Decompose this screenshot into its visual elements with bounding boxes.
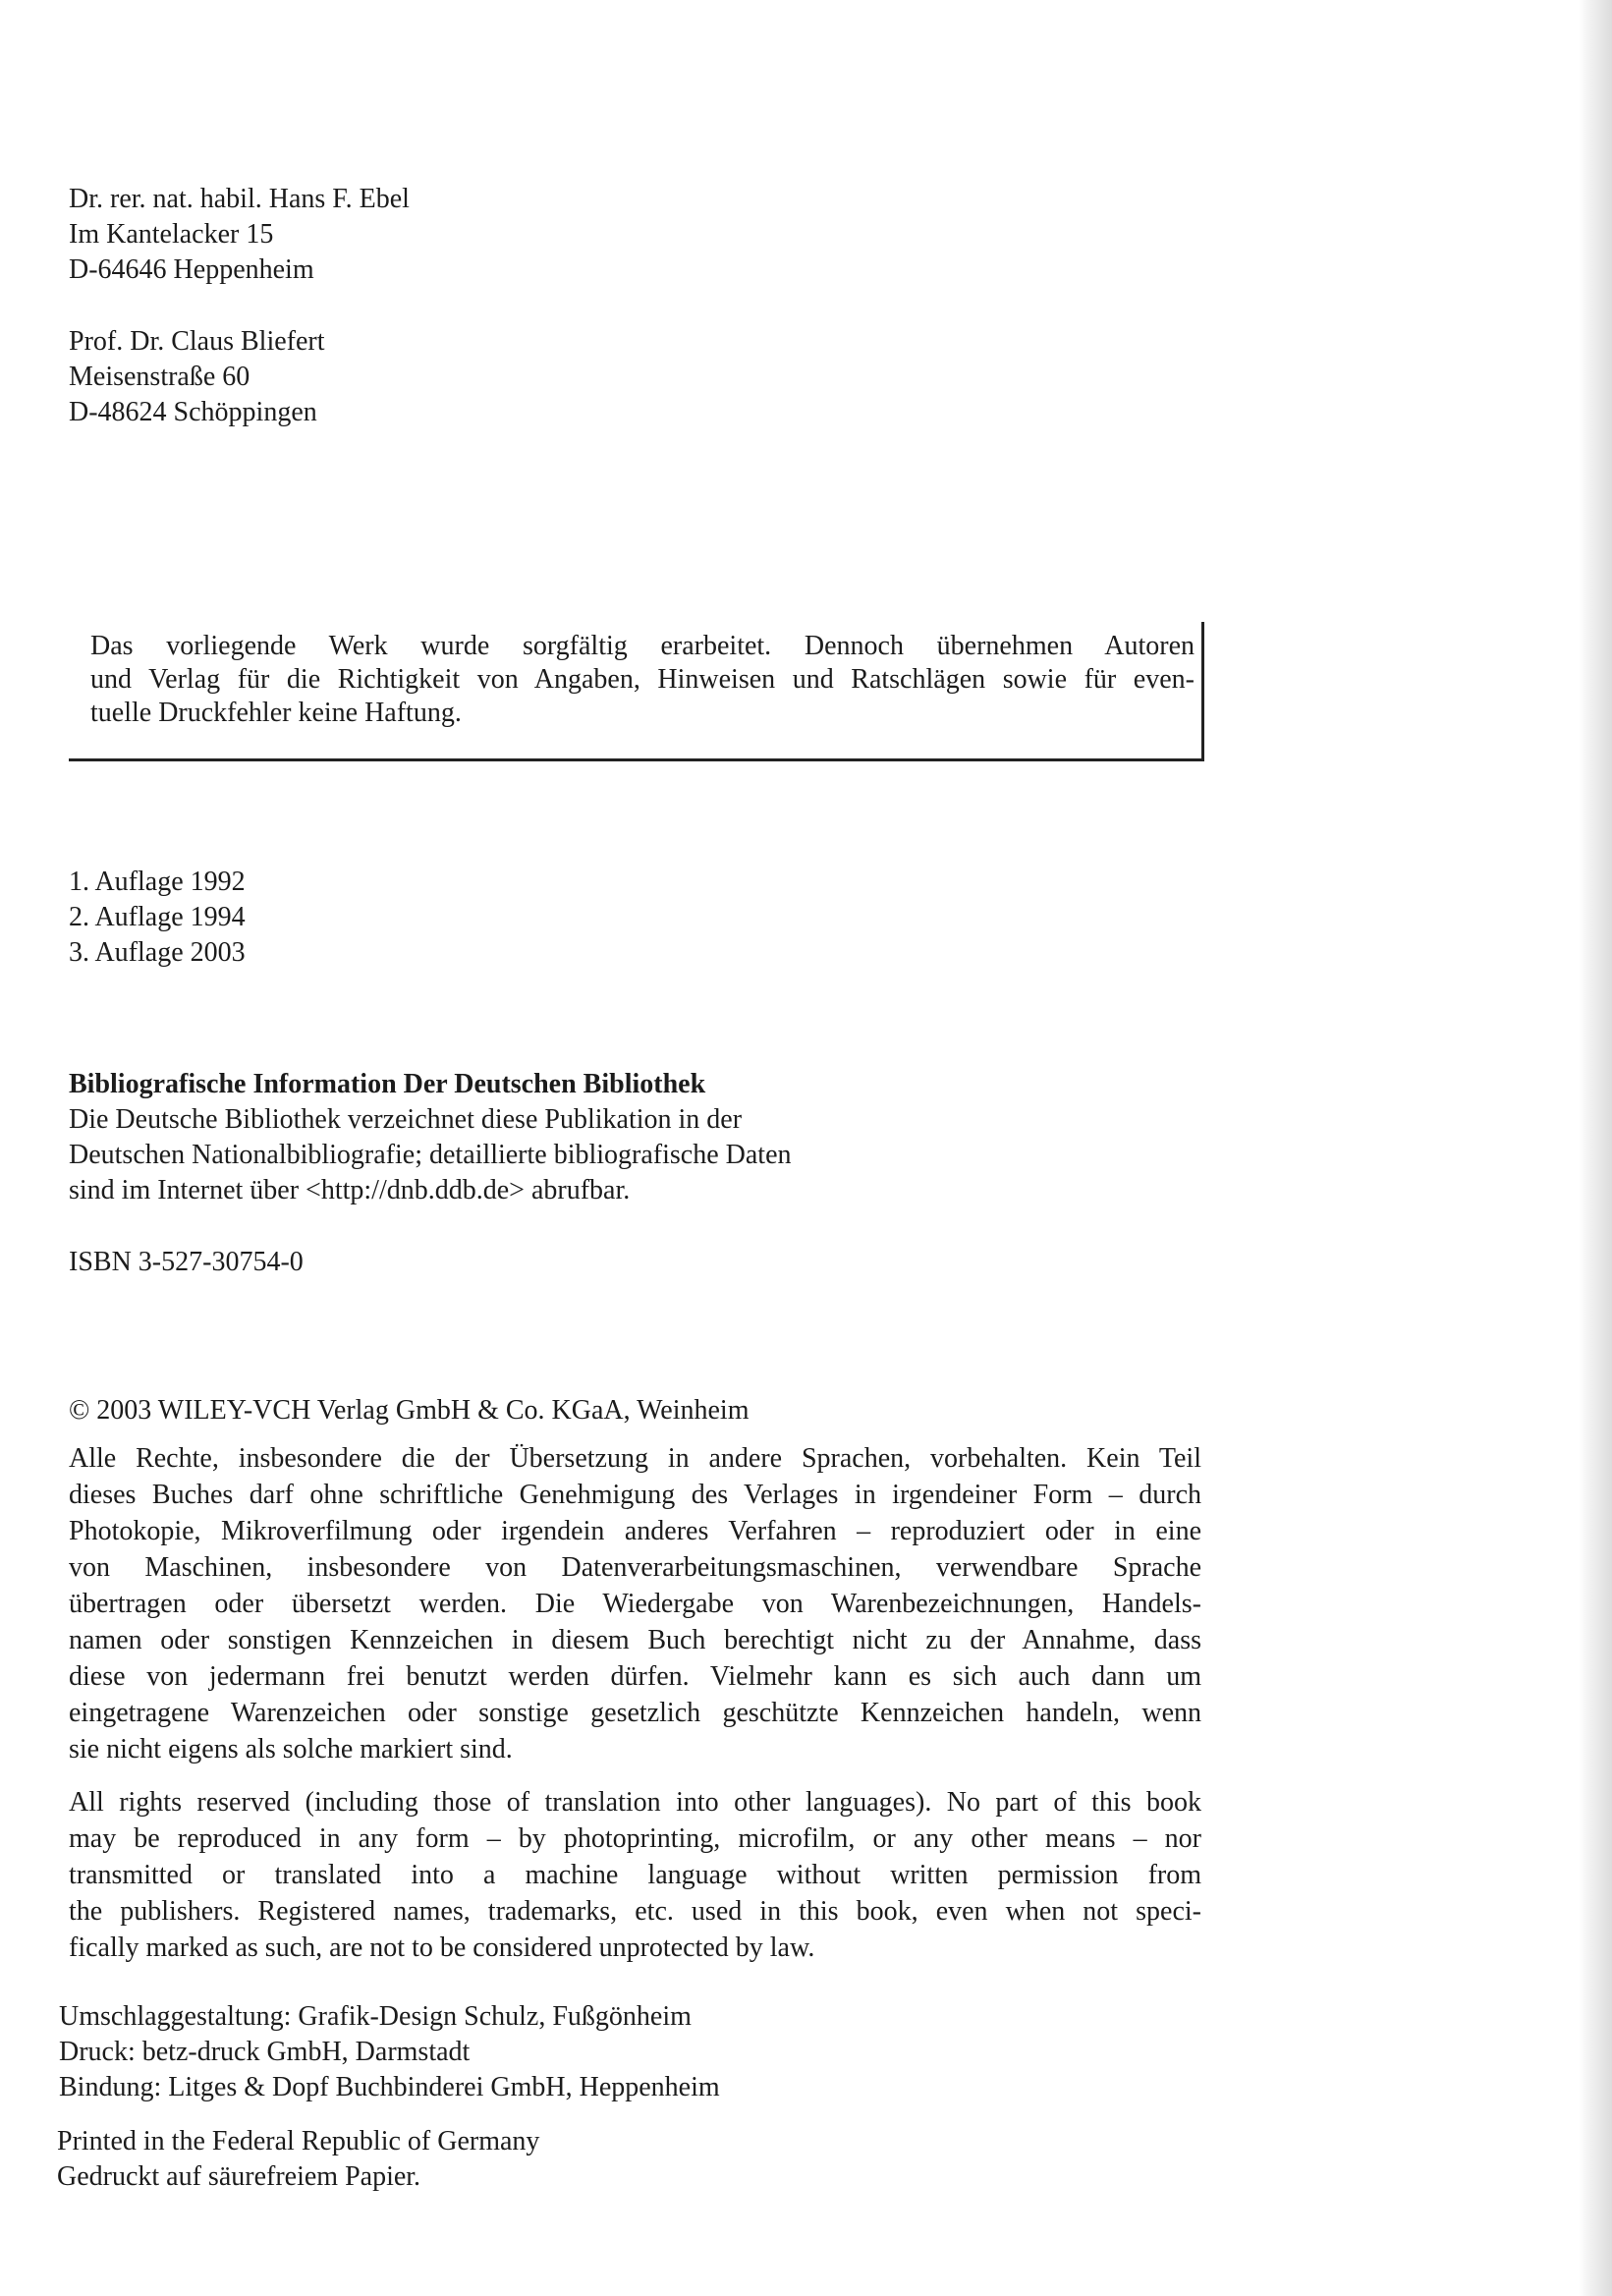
credit-line: Druck: betz-druck GmbH, Darmstadt — [59, 2037, 471, 2067]
isbn: ISBN 3-527-30754-0 — [69, 1247, 304, 1277]
printed-line: Printed in the Federal Republic of Germany — [57, 2126, 540, 2156]
rights-line: namen oder sonstigen Kennzeichen in diesem Buch berechtigt nicht zu der Annahme, dass — [69, 1625, 1201, 1655]
printed-notice — [57, 2124, 539, 2195]
author-address-2 — [69, 324, 325, 430]
rights-line: eingetragene Warenzeichen oder sonstige gesetzlich geschützte Kennzeichen handeln, wenn — [69, 1698, 1201, 1728]
author-city: D-48624 Schöppingen — [69, 397, 317, 427]
disclaimer-line: Das vorliegende Werk wurde sorgfältig erarbeitet. Dennoch übernehmen Autoren — [90, 631, 1195, 661]
copyright-notice: © 2003 WILEY-VCH Verlag GmbH & Co. KGaA, Weinheim — [69, 1395, 750, 1426]
disclaimer-text — [90, 630, 1195, 730]
bibliographic-heading: Bibliografische Information Der Deutschen Bibliothek — [69, 1069, 706, 1099]
author-street: Meisenstraße 60 — [69, 362, 250, 392]
printed-line: Gedruckt auf säurefreiem Papier. — [57, 2161, 421, 2192]
edition-item: 1. Auflage 1992 — [69, 867, 246, 897]
rights-english — [69, 1784, 1201, 1966]
rights-line: von Maschinen, insbesondere von Datenverarbeitungsmaschinen, verwendbare Sprache — [69, 1552, 1201, 1583]
rights-line: übertragen oder übersetzt werden. Die Wiedergabe von Warenbezeichnungen, Handels- — [69, 1589, 1201, 1619]
rights-line: the publishers. Registered names, trademarks, etc. used in this book, even when not speci- — [69, 1896, 1201, 1927]
author-address-1 — [69, 182, 410, 288]
rights-line: sie nicht eigens als solche markiert sind. — [69, 1734, 513, 1764]
credit-line: Umschlaggestaltung: Grafik-Design Schulz, Fußgönheim — [59, 2001, 692, 2032]
rights-line: Alle Rechte, insbesondere die der Übersetzung in andere Sprachen, vorbehalten. Kein Teil — [69, 1443, 1201, 1474]
rights-line: diese von jedermann frei benutzt werden dürfen. Vielmehr kann es sich auch dann um — [69, 1661, 1201, 1692]
disclaimer-line: tuelle Druckfehler keine Haftung. — [90, 698, 462, 728]
edition-item: 3. Auflage 2003 — [69, 937, 246, 968]
rights-line: All rights reserved (including those of translation into other languages). No part of this book — [69, 1787, 1201, 1818]
bibliographic-line: sind im Internet über <http://dnb.ddb.de> abrufbar. — [69, 1175, 631, 1205]
rights-line: dieses Buches darf ohne schriftliche Genehmigung des Verlages in irgendeiner Form – durch — [69, 1480, 1201, 1510]
rights-german — [69, 1440, 1201, 1767]
rights-line: may be reproduced in any form – by photoprinting, microfilm, or any other means – nor — [69, 1823, 1201, 1854]
bibliographic-line: Die Deutsche Bibliothek verzeichnet diese Publikation in der — [69, 1104, 743, 1135]
author-city: D-64646 Heppenheim — [69, 254, 314, 285]
bibliographic-info — [69, 1067, 792, 1208]
author-name: Dr. rer. nat. habil. Hans F. Ebel — [69, 184, 410, 214]
edition-list — [69, 865, 246, 971]
author-street: Im Kantelacker 15 — [69, 219, 274, 250]
rights-line: transmitted or translated into a machine language without written permission from — [69, 1860, 1201, 1890]
production-credits — [59, 1999, 720, 2105]
scan-edge-shadow — [1579, 0, 1612, 2296]
rights-line: Photokopie, Mikroverfilmung oder irgendein anderes Verfahren – reproduziert oder in eine — [69, 1516, 1201, 1546]
edition-item: 2. Auflage 1994 — [69, 902, 246, 932]
disclaimer-line: und Verlag für die Richtigkeit von Angaben, Hinweisen und Ratschlägen sowie für even- — [90, 664, 1195, 695]
disclaimer-box — [69, 622, 1204, 761]
author-name: Prof. Dr. Claus Bliefert — [69, 326, 325, 357]
bibliographic-line: Deutschen Nationalbibliografie; detaillierte bibliografische Daten — [69, 1140, 792, 1170]
credit-line: Bindung: Litges & Dopf Buchbinderei GmbH, Heppenheim — [59, 2072, 720, 2102]
rights-line: fically marked as such, are not to be considered unprotected by law. — [69, 1932, 815, 1963]
